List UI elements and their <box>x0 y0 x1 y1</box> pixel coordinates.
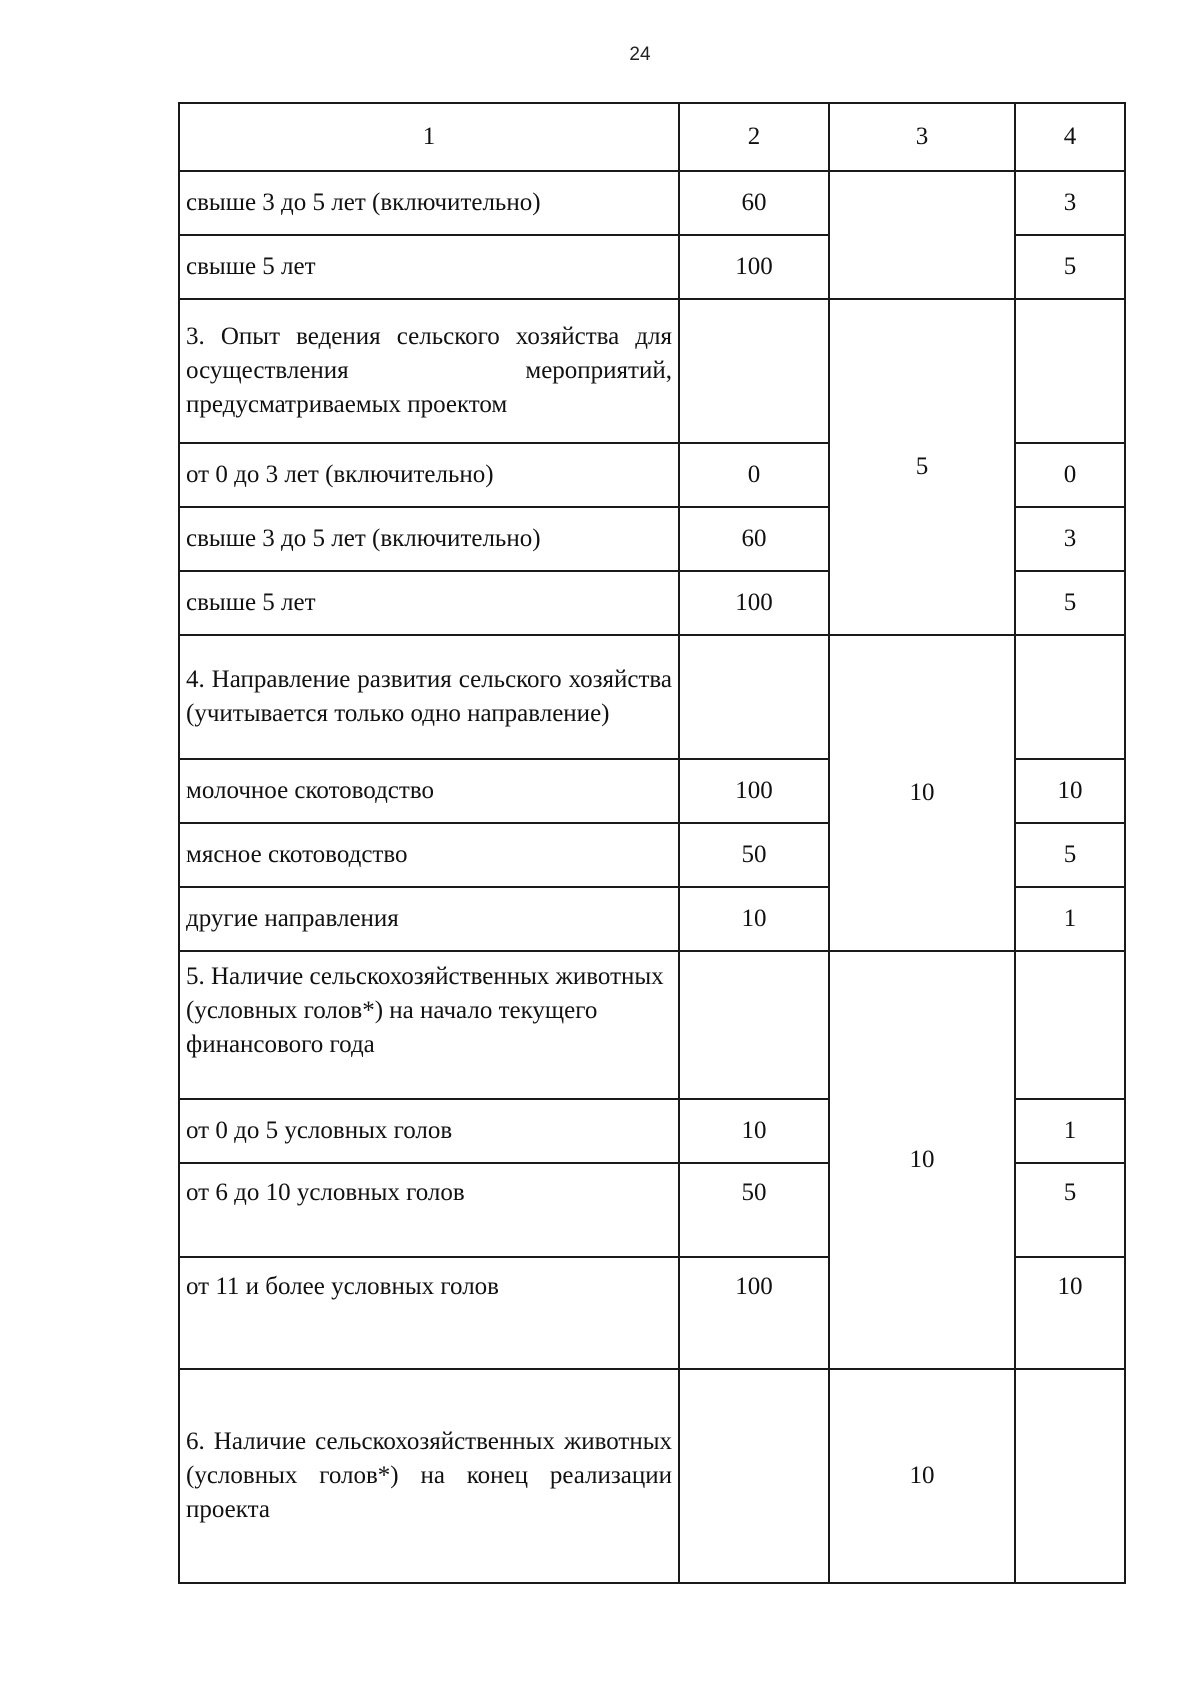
option-percent-cell: 100 <box>679 571 829 635</box>
criterion-weight-cell: 10 <box>829 1369 1015 1583</box>
criterion-weight-cell: 10 <box>829 635 1015 951</box>
option-percent-cell: 10 <box>679 887 829 951</box>
header-cell-1: 1 <box>179 103 679 171</box>
criterion-weight-cell: 10 <box>829 951 1015 1369</box>
option-score-cell: 5 <box>1015 1163 1125 1257</box>
criterion-title: 6. Наличие сельскохозяйственных животных (условных голов*) на конец реализации проекта <box>179 1369 679 1583</box>
empty-cell <box>679 635 829 759</box>
option-score-cell: 10 <box>1015 759 1125 823</box>
criterion-option-label: другие направления <box>179 887 679 951</box>
option-score-cell: 10 <box>1015 1257 1125 1369</box>
criterion-option-label: от 6 до 10 условных голов <box>179 1163 679 1257</box>
option-score-cell: 1 <box>1015 1099 1125 1163</box>
criterion-row <box>179 635 1125 759</box>
option-score-cell: 1 <box>1015 887 1125 951</box>
criterion-title: 4. Направление развития сельского хозяйства (учитывается только одно направление) <box>179 635 679 759</box>
empty-cell <box>1015 951 1125 1099</box>
criterion-option-label: от 0 до 3 лет (включительно) <box>179 443 679 507</box>
empty-cell <box>679 951 829 1099</box>
criterion-row <box>179 1369 1125 1583</box>
criterion-option-label: от 11 и более условных голов <box>179 1257 679 1369</box>
empty-cell <box>679 1369 829 1583</box>
page-number: 24 <box>629 44 651 65</box>
option-percent-cell: 50 <box>679 823 829 887</box>
option-percent-cell: 100 <box>679 235 829 299</box>
header-cell-2: 2 <box>679 103 829 171</box>
option-score-cell: 0 <box>1015 443 1125 507</box>
option-score-cell: 3 <box>1015 171 1125 235</box>
criterion-option-label: свыше 3 до 5 лет (включительно) <box>179 171 679 235</box>
header-cell-3: 3 <box>829 103 1015 171</box>
criterion-option-label: свыше 5 лет <box>179 571 679 635</box>
criterion-title: 3. Опыт ведения сельского хозяйства для осуществления мероприятий, предусматриваемых проектом <box>179 299 679 443</box>
criterion-weight-cell: 5 <box>829 299 1015 635</box>
header-cell-4: 4 <box>1015 103 1125 171</box>
criterion-option-label: мясное скотоводство <box>179 823 679 887</box>
criterion-row <box>179 951 1125 1099</box>
empty-cell <box>1015 635 1125 759</box>
table-header-row <box>179 103 1125 171</box>
option-score-cell: 5 <box>1015 235 1125 299</box>
option-percent-cell: 10 <box>679 1099 829 1163</box>
option-score-cell: 5 <box>1015 571 1125 635</box>
criterion-row <box>179 299 1125 443</box>
criterion-option-label: от 0 до 5 условных голов <box>179 1099 679 1163</box>
criterion-weight-cell-continued <box>829 171 1015 299</box>
criteria-score-table <box>178 102 1126 1584</box>
criterion-option-label: свыше 3 до 5 лет (включительно) <box>179 507 679 571</box>
option-score-cell: 3 <box>1015 507 1125 571</box>
criterion-title: 5. Наличие сельскохозяйственных животных (условных голов*) на начало текущего финансового года <box>179 951 679 1099</box>
option-percent-cell: 100 <box>679 759 829 823</box>
table-row <box>179 171 1125 235</box>
empty-cell <box>679 299 829 443</box>
option-percent-cell: 0 <box>679 443 829 507</box>
empty-cell <box>1015 299 1125 443</box>
option-percent-cell: 60 <box>679 507 829 571</box>
criterion-option-label: свыше 5 лет <box>179 235 679 299</box>
empty-cell <box>1015 1369 1125 1583</box>
option-percent-cell: 60 <box>679 171 829 235</box>
option-percent-cell: 100 <box>679 1257 829 1369</box>
option-percent-cell: 50 <box>679 1163 829 1257</box>
option-score-cell: 5 <box>1015 823 1125 887</box>
criterion-option-label: молочное скотоводство <box>179 759 679 823</box>
